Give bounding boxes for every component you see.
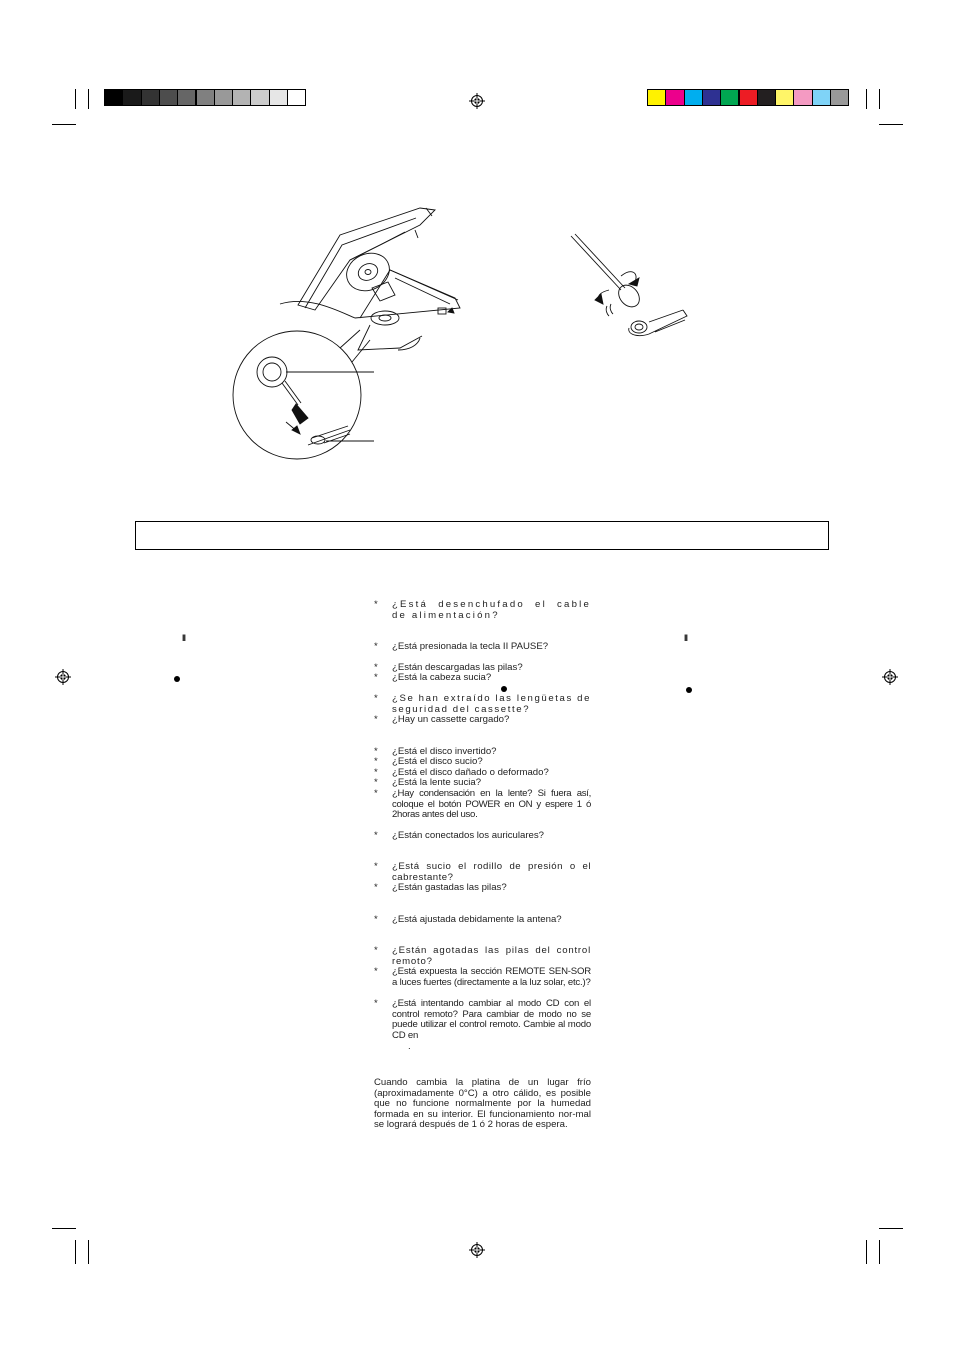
color-swatch — [250, 89, 269, 106]
pause-symbol: II — [182, 633, 186, 643]
color-swatch — [196, 89, 215, 106]
color-swatch — [287, 89, 306, 106]
crop-mark — [866, 1240, 867, 1264]
color-swatch — [214, 89, 233, 106]
crop-mark — [75, 1240, 76, 1264]
color-swatch — [269, 89, 288, 106]
crop-mark — [88, 1240, 89, 1264]
color-swatch — [665, 89, 684, 106]
color-swatch — [757, 89, 776, 106]
crop-mark — [866, 89, 867, 109]
pause-symbol: II — [684, 633, 688, 643]
crop-mark — [879, 89, 880, 109]
color-swatch — [177, 89, 196, 106]
crop-mark — [879, 124, 903, 125]
troubleshooting-checklist: * ¿Está desenchufado el cable de alimentación? * ¿Está presionada la tecla II PAUSE? * ¿Están descargadas las pilas? * ¿Está la cabeza sucia? * ¿Se han extraído las lengüetas de seguridad del cassette? * ¿Hay un cassette cargado? * ¿Está el disco invertido? * ¿Está el disco sucio? * ¿Está el disco dañado o deformado? * ¿Está la lente sucia? * ¿Hay condensación en la lente? Si fuera así, coloque el botón POWER en ON y espere 1 ó 2horas antes del uso. * ¿Están conectados los auriculares? * ¿Está sucio el rodillo de presión o el cabrestante? * ¿Están gastadas las pilas? * ¿Está ajustada debidamente la antena? * ¿Están agotadas las pilas del control remoto? * ¿Está expuesta la sección REMOTE SEN-SOR a luces fuertes (directamente a la luz solar, etc.)? * ¿Está intentando cambiar al modo CD con el control remoto? Para cambiar de modo no se puede utilizar el control remoto. Cambie al modo CD en . — [374, 599, 591, 1052]
color-swatch — [122, 89, 141, 106]
color-swatch — [232, 89, 251, 106]
registration-mark-icon — [882, 669, 898, 685]
crop-mark — [88, 89, 89, 109]
color-swatch — [830, 89, 849, 106]
color-swatch — [141, 89, 160, 106]
record-dot-icon — [174, 676, 180, 682]
record-dot-icon — [686, 687, 692, 693]
color-swatch — [739, 89, 758, 106]
color-swatch — [775, 89, 794, 106]
color-swatch — [159, 89, 178, 106]
crop-mark — [879, 1240, 880, 1264]
crop-mark — [75, 89, 76, 109]
crop-mark — [52, 124, 76, 125]
crop-mark — [52, 1228, 76, 1229]
color-swatch — [720, 89, 739, 106]
color-swatch — [684, 89, 703, 106]
crop-mark — [879, 1228, 903, 1229]
color-swatch — [647, 89, 666, 106]
trailing-period: . — [408, 1041, 411, 1052]
registration-mark-icon — [55, 669, 71, 685]
color-swatch — [793, 89, 812, 106]
color-swatch — [702, 89, 721, 106]
condensation-note: Cuando cambia la platina de un lugar frío (aproximadamente 0°C) a otro cálido, es posible que no funcione normalmente por la humedad formada en su interior. El funcionamiento nor-mal se logrará después de 1 ó 2 horas de espera. — [374, 1077, 591, 1131]
color-swatch — [812, 89, 831, 106]
color-swatch — [104, 89, 123, 106]
